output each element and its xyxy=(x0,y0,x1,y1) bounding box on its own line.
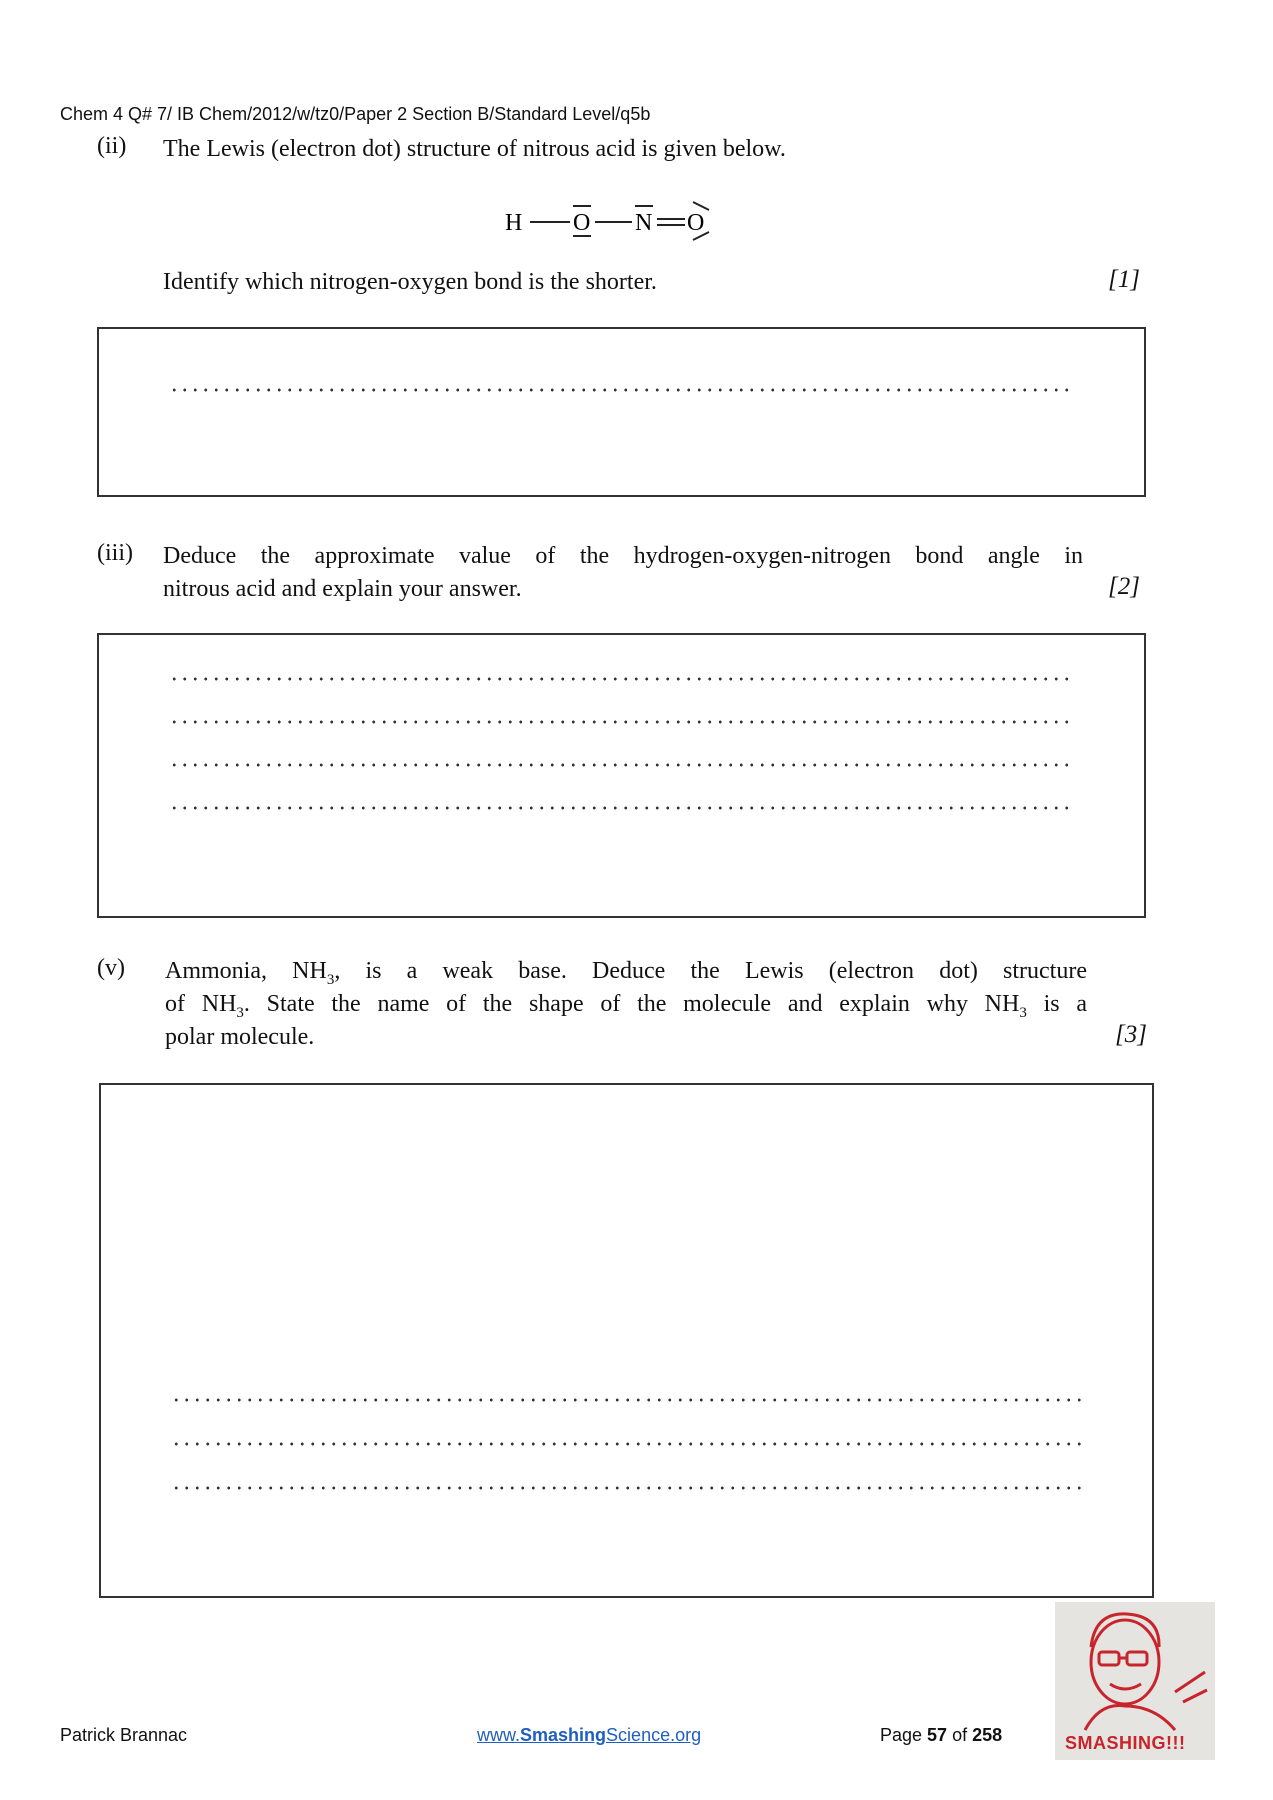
question-iii-marks: [2] xyxy=(1108,573,1140,600)
question-v-text-line2: of $NH_3$. State the name of the shape of the molecule and explain why $NH_3$ is a xyxy=(165,991,1087,1021)
question-iii-number: (iii) xyxy=(97,540,133,566)
question-ii-number: (ii) xyxy=(97,133,127,159)
question-ii-prompt: Identify which nitrogen-oxygen bond is the shorter. xyxy=(163,269,657,295)
question-v-number: (v) xyxy=(97,955,125,981)
footer-website-link[interactable]: www.SmashingScience.org xyxy=(477,1725,702,1745)
lewis-o2: O xyxy=(687,210,705,236)
answer-line xyxy=(169,762,1074,768)
answer-line xyxy=(169,805,1074,811)
answer-line xyxy=(169,676,1074,682)
logo-text: SMASHING!!! xyxy=(1065,1733,1186,1753)
footer-page-number: Page 57 of 258 xyxy=(880,1725,1003,1745)
lewis-h: H xyxy=(505,210,523,236)
answer-line xyxy=(169,387,1074,393)
footer-author: Patrick Brannac xyxy=(60,1725,188,1745)
answer-line xyxy=(169,719,1074,725)
caricature-icon xyxy=(1055,1602,1215,1732)
answer-line xyxy=(171,1441,1082,1447)
document-header: Chem 4 Q# 7/ IB Chem/2012/w/tz0/Paper 2 Section B/Standard Level/q5b xyxy=(60,104,651,124)
answer-box-iii[interactable] xyxy=(97,633,1146,918)
question-iii-text-line1: Deduce the approximate value of the hydrogen-oxygen-nitrogen bond angle in xyxy=(163,543,1083,569)
answer-line xyxy=(171,1397,1082,1403)
question-ii-text: The Lewis (electron dot) structure of nitrous acid is given below. xyxy=(163,136,786,162)
lewis-o1: O xyxy=(573,210,591,236)
lewis-n: N xyxy=(635,210,653,236)
question-v-text-line3: polar molecule. xyxy=(165,1024,315,1050)
answer-box-v[interactable] xyxy=(99,1083,1154,1598)
answer-box-ii[interactable] xyxy=(97,327,1146,497)
smashing-science-logo xyxy=(1055,1602,1215,1760)
question-iii-text-line2: nitrous acid and explain your answer. xyxy=(163,576,522,602)
answer-line xyxy=(171,1485,1082,1491)
question-ii-marks: [1] xyxy=(1108,266,1140,293)
question-v-marks: [3] xyxy=(1115,1021,1147,1048)
question-v-text-line1: Ammonia, $NH_3$, is a weak base. Deduce the Lewis (electron dot) structure xyxy=(165,958,1087,988)
lewis-structure-nitrous-acid xyxy=(495,198,755,248)
